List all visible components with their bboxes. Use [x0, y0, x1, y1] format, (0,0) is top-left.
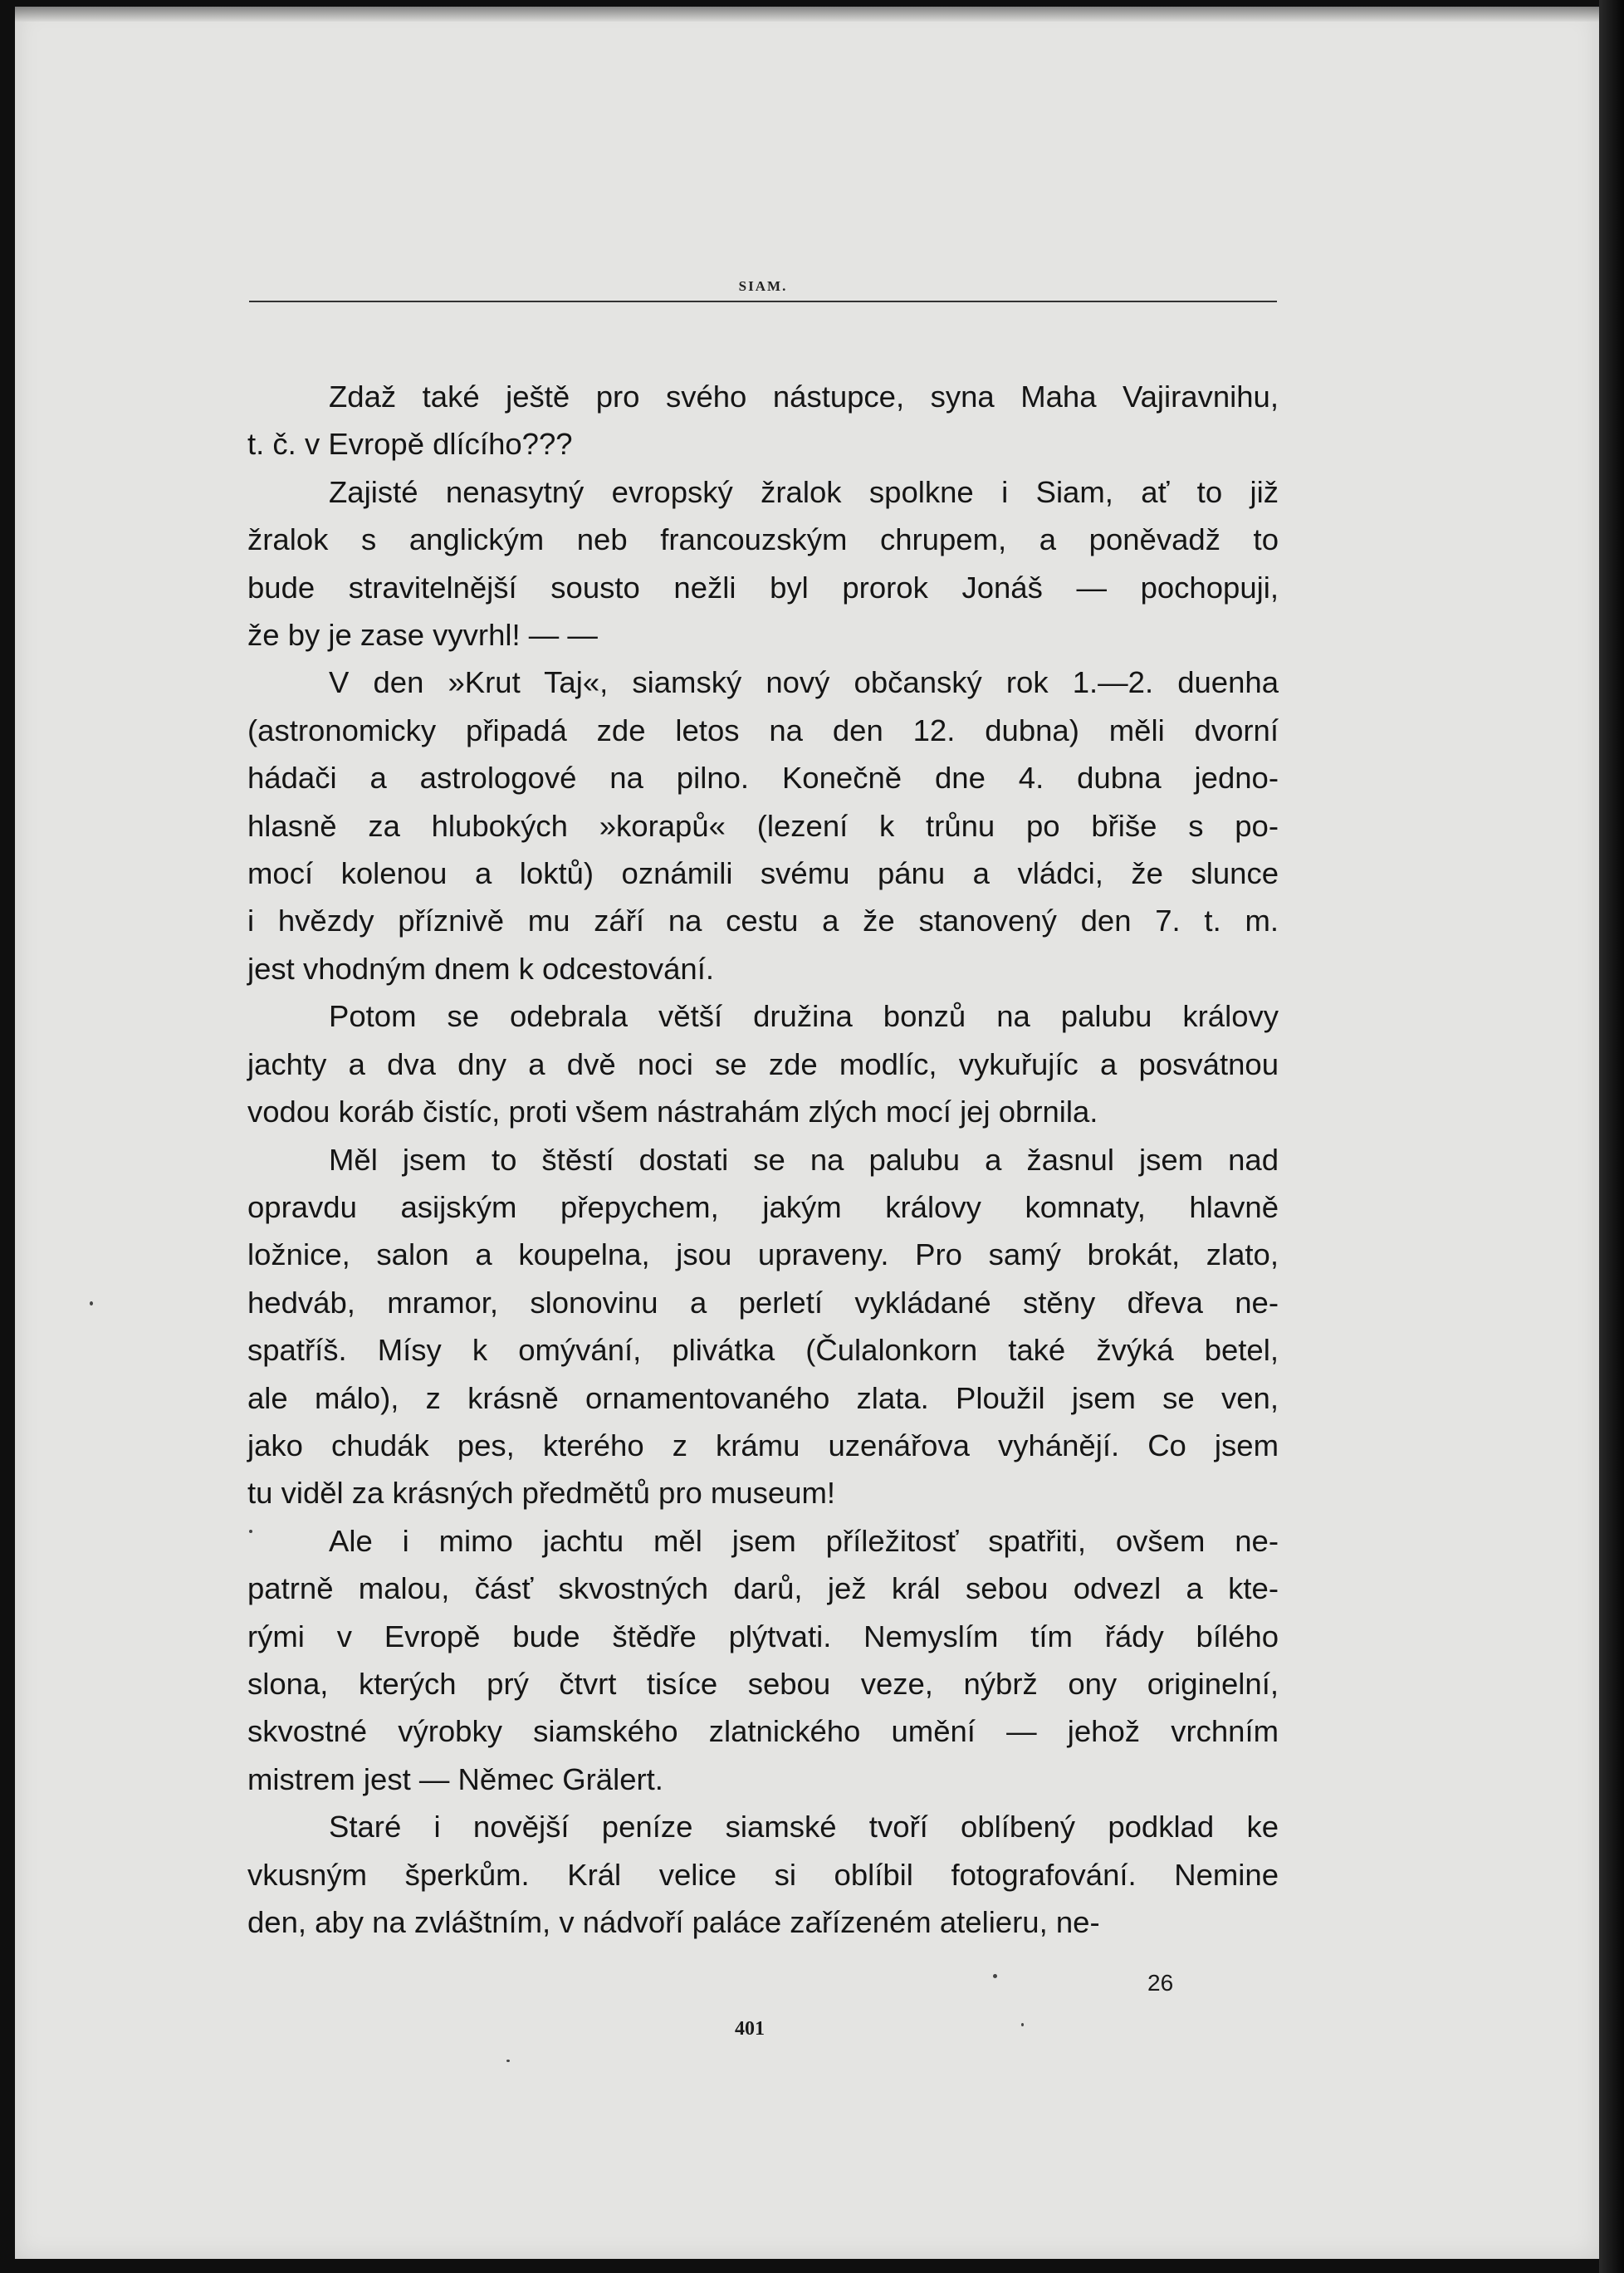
- paragraph: [247, 659, 1279, 992]
- text-line: jest vhodným dnem k odcestování.: [247, 951, 714, 986]
- text-line: t. č. v Evropě dlícího???: [247, 427, 573, 462]
- text-line: (astronomicky připadá zde letos na den 12. dubna) měli dvorní: [247, 713, 1279, 747]
- text-line: vkusným šperkům. Král velice si oblíbil fotografování. Nemine: [247, 1857, 1279, 1892]
- paragraph: [247, 373, 1279, 468]
- text-line: Zdaž také ještě pro svého nástupce, syna Maha Vajiravnihu,: [329, 380, 1279, 414]
- text-line: i hvězdy příznivě mu září na cestu a že stanovený den 7. t. m.: [247, 904, 1279, 938]
- scan-speck: [506, 2060, 510, 2062]
- text-line: Zajisté nenasytný evropský žralok spolkne i Siam, ať to již: [329, 474, 1279, 509]
- text-line: slona, kterých prý čtvrt tisíce sebou veze, nýbrž ony originelní,: [247, 1666, 1279, 1701]
- text-line: hedváb, mramor, slonovinu a perletí vykládané stěny dřeva ne-: [247, 1285, 1279, 1320]
- text-line: mistrem jest — Němec Grälert.: [247, 1761, 663, 1796]
- text-line: opravdu asijským přepychem, jakým královy komnaty, hlavně: [247, 1189, 1279, 1224]
- text-line: patrně malou, čásť skvostných darů, jež král sebou odvezl a kte-: [247, 1571, 1279, 1606]
- text-line: V den »Krut Taj«, siamský nový občanský rok 1.—2. duenha: [329, 665, 1279, 700]
- text-line: Staré i novější peníze siamské tvoří oblíbený podklad ke: [329, 1810, 1279, 1844]
- text-line: Ale i mimo jachtu měl jsem příležitosť spatřiti, ovšem ne-: [329, 1523, 1279, 1558]
- text-line: jako chudák pes, kterého z krámu uzenářova vyhánějí. Co jsem: [247, 1428, 1279, 1462]
- text-line: hádači a astrologové na pilno. Konečně dne 4. dubna jedno-: [247, 761, 1279, 796]
- paragraph: [247, 1803, 1279, 1946]
- header-rule: [249, 301, 1277, 302]
- text-line: tu viděl za krásných předmětů pro museum!: [247, 1476, 836, 1511]
- body-text: [247, 373, 1279, 1946]
- paragraph: [247, 468, 1279, 659]
- text-line: hlasně za hlubokých »korapů« (lezení k trůnu po břiše s po-: [247, 808, 1279, 843]
- text-line: bude stravitelnější sousto nežli byl prorok Jonáš — pochopuji,: [247, 570, 1279, 605]
- text-line: žralok s anglickým neb francouzským chrupem, a poněvadž to: [247, 522, 1279, 557]
- paragraph: [247, 1136, 1279, 1517]
- text-line: rými v Evropě bude štědře plýtvati. Nemyslím tím řády bílého: [247, 1619, 1279, 1653]
- scan-border: [1599, 0, 1624, 2273]
- text-line: jachty a dva dny a dvě noci se zde modlíc, vykuřujíc a posvátnou: [247, 1046, 1279, 1081]
- text-line: skvostné výrobky siamského zlatnického umění — jehož vrchním: [247, 1714, 1279, 1749]
- page-number: 401: [735, 2018, 765, 2040]
- text-line: vodou koráb čistíc, proti všem nástrahám zlých mocí jej obrnila.: [247, 1095, 1098, 1129]
- scan-speck: [993, 1974, 997, 1978]
- text-line: spatříš. Mísy k omývání, plivátka (Čulalonkorn také žvýká betel,: [247, 1333, 1279, 1368]
- text-line: Potom se odebrala větší družina bonzů na palubu královy: [329, 999, 1279, 1034]
- scan-speck: [90, 1301, 93, 1306]
- text-line: ložnice, salon a koupelna, jsou upraveny. Pro samý brokát, zlato,: [247, 1237, 1279, 1272]
- scan-speck: [1021, 2023, 1024, 2026]
- scan-speck: [249, 1530, 252, 1533]
- text-line: že by je zase vyvrhl! — —: [247, 618, 598, 653]
- text-line: den, aby na zvláštním, v nádvoří paláce zařízeném atelieru, ne-: [247, 1905, 1100, 1939]
- paragraph: [247, 992, 1279, 1135]
- paragraph: [247, 1517, 1279, 1803]
- signature-mark: 26: [1147, 1970, 1174, 1996]
- text-line: mocí kolenou a loktů) oznámili svému pánu a vládci, že slunce: [247, 856, 1279, 891]
- text-line: ale málo), z krásně ornamentovaného zlata. Ploužil jsem se ven,: [247, 1380, 1279, 1415]
- running-header: SIAM.: [738, 278, 788, 294]
- text-line: Měl jsem to štěstí dostati se na palubu a žasnul jsem nad: [329, 1142, 1279, 1177]
